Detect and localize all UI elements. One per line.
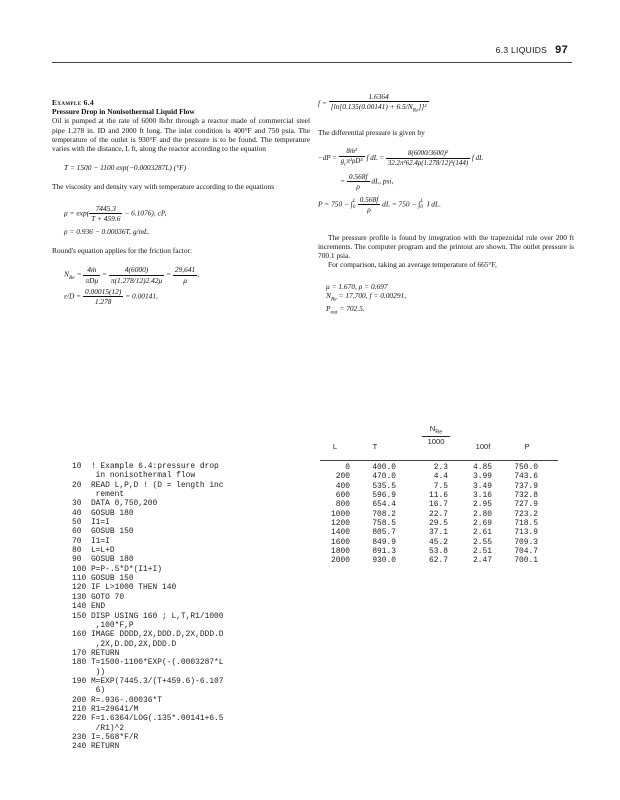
program-line: 110 GOSUB 150 — [72, 574, 134, 584]
table-cell: 4.85 — [473, 463, 492, 472]
program-line: 130 GOTO 70 — [72, 592, 125, 602]
program-line: 140 END — [72, 602, 106, 612]
running-header — [496, 44, 568, 56]
table-cell: 1800 — [331, 547, 350, 557]
example-title: Pressure Drop in Nonisothermal Liquid Flow — [52, 107, 195, 117]
dp-equation-2 — [340, 172, 574, 191]
program-line: 100 P=P-.5*D*(I1+I) — [72, 564, 162, 574]
nre-lhs-sub: Re — [68, 275, 75, 282]
table-cell: 4.4 — [433, 472, 448, 482]
friction-factor-equation — [318, 92, 574, 116]
nre-header-den: 1000 — [422, 436, 450, 446]
table-cell: 45.2 — [429, 537, 448, 547]
ed-den: 1.278 — [94, 297, 112, 307]
table-cell: 3.16 — [473, 491, 492, 501]
f-num: 1.6364 — [329, 92, 429, 102]
ed-num: 0.00015(12) — [85, 286, 122, 296]
p-lim-lo2: 0 — [420, 204, 423, 210]
table-cell: 400 — [335, 481, 350, 491]
table-cell: 1000 — [331, 509, 350, 519]
dp-lhs: −dP = — [318, 154, 339, 163]
dp-mid: f dL = — [364, 154, 386, 163]
table-cell: 62.7 — [429, 556, 448, 566]
p-tail: I dL. — [425, 199, 441, 209]
diff-pressure-intro: The differential pressure is given by — [318, 127, 425, 137]
dp2-den: ρ — [356, 182, 360, 192]
p-lim-up: L — [352, 198, 356, 204]
dp-frac1-den-tail: π²ρD⁵ — [346, 157, 363, 166]
program-line: in nonisothermal flow — [72, 471, 196, 481]
table-cell: 16.7 — [429, 500, 448, 510]
table-cell: 11.6 — [429, 491, 448, 501]
table-row — [320, 528, 538, 537]
table-row — [320, 472, 538, 481]
program-line: 150 DISP USING 160 ; L,T,R1/1000 — [72, 611, 224, 621]
table-cell: 718.5 — [514, 519, 538, 529]
table-cell: 2.51 — [473, 547, 492, 557]
col-header-f: 100f — [475, 442, 491, 451]
table-cell: 654.4 — [372, 500, 396, 510]
f-den — [329, 102, 429, 116]
dp-frac1-den-sub: c — [344, 162, 347, 168]
program-line: 120 IF L>1000 THEN 140 — [72, 583, 177, 593]
ed-rhs: = 0.00141, — [123, 291, 158, 301]
comparison-paragraph: For comparison, taking an average temperature of 665°F, — [328, 260, 497, 270]
program-line: 190 M=EXP(7445.3/(T+459.6)-6.107 — [72, 676, 224, 686]
table-cell: 53.8 — [429, 547, 448, 557]
program-line: 210 R1=29641/M — [72, 704, 139, 714]
program-line: 50 I1=I — [72, 518, 110, 528]
viscosity-intro: The viscosity and density vary with temperature according to the equations — [52, 182, 275, 192]
program-line: 80 L=L+D — [72, 546, 115, 556]
viscosity-equation — [64, 204, 310, 223]
nre-frac1-num: 4ṁ — [83, 265, 100, 275]
p-mid: dL = 750 − ∫ — [380, 199, 421, 209]
problem-statement: Oil is pumped at the rate of 6000 lb/hr through a reactor made of commercial steel pipe 1.278 in. ID and 2000 ft long. The inlet condition is 400°F and 750 psia. The temperature of the outlet is 930°F and the pressure is to be found. The temperature varies with the distance, L ft, along the reactor according to the equation — [52, 116, 310, 154]
nre-frac2-num: 4(6000) — [109, 265, 164, 275]
avg-line3-p: P — [326, 304, 331, 314]
example-label: Example 6.4 — [52, 98, 95, 107]
program-line: 6) — [72, 686, 106, 696]
table-row — [320, 491, 538, 500]
p-limits-2 — [420, 199, 423, 211]
table-cell: 2.3 — [433, 463, 448, 472]
table-cell: 2.47 — [473, 556, 492, 566]
program-line: 200 R=.936-.00036*T — [72, 695, 162, 705]
profile-paragraph: The pressure profile is found by integration with the trapezoidal rule over 200 ft increments. The computer program and the printout are shown. The outlet pressure is 700.1 psia. — [318, 232, 574, 261]
table-cell: 743.6 — [514, 472, 538, 482]
program-line: 240 RETURN — [72, 742, 120, 752]
program-line: 170 RETURN — [72, 648, 120, 658]
nre-frac1-den: πDμ — [85, 275, 99, 285]
table-cell: 3.99 — [473, 472, 492, 482]
avg-line3-tail: = 702.5. — [337, 304, 365, 314]
nre-frac1 — [83, 265, 100, 284]
table-cell: 7.5 — [433, 481, 448, 491]
f-den-main: [ln[0.135(0.00141) + 6.5/N — [330, 102, 413, 112]
output-table-header — [320, 424, 574, 460]
program-line: 220 F=1.6364/LOG(.135*.00141+6.5 — [72, 714, 224, 724]
program-line: 160 IMAGE DDDD,2X,DDD.D,2X,DDD.D — [72, 630, 224, 640]
table-cell: 1600 — [331, 537, 350, 547]
table-cell: 727.9 — [514, 500, 538, 510]
table-cell: 535.5 — [372, 481, 396, 491]
table-cell: 750.0 — [514, 463, 538, 472]
table-cell: 891.3 — [372, 547, 396, 557]
reynolds-equation: $N_{Re}$ = $\frac{\text{4ṁ}}{\text{πDμ}}$ = $\frac{4(6000)}{\pi(1.278/12)2.42\mu}$ = $\frac{29,641}{\mu}$ , — [64, 265, 200, 285]
program-line: ,2X,D.DD,2X,DDD.D — [72, 639, 177, 649]
table-cell: 930.0 — [372, 556, 396, 566]
avg-line2-sub: Re — [330, 296, 337, 303]
table-cell: 2.55 — [473, 537, 492, 547]
table-cell: 704.7 — [514, 547, 538, 557]
program-line: ,100*F,P — [72, 620, 134, 630]
table-row — [320, 463, 538, 472]
program-line: 20 READ L,P,D ! (D = length inc — [72, 480, 224, 490]
table-cell: 2.69 — [473, 519, 492, 529]
density-equation: ρ = 0.936 − 0.00036T, g/mL. — [64, 227, 150, 237]
dp-frac2-num: 8(6000/3600)² — [386, 149, 470, 159]
dp-frac1 — [339, 147, 365, 170]
nre-header-n: N — [429, 424, 436, 433]
ed-frac — [83, 287, 123, 306]
avg-line2-n: N — [326, 290, 331, 300]
program-line: 60 GOSUB 150 — [72, 527, 134, 537]
table-row — [320, 519, 538, 528]
nre-frac3-den: μ — [183, 275, 187, 285]
dp2-lhs: = — [340, 176, 347, 186]
p-lhs: P = 750 − ∫ — [318, 199, 353, 209]
table-cell: 3.49 — [473, 481, 492, 491]
basic-program-listing — [72, 462, 224, 752]
table-cell: 713.9 — [514, 528, 538, 538]
table-cell: 2.80 — [473, 509, 492, 519]
ed-lhs: ε/D = — [64, 291, 83, 301]
nre-frac3 — [173, 265, 200, 285]
table-cell: 2.95 — [473, 500, 492, 510]
table-cell: 1200 — [331, 519, 350, 529]
table-cell: 600 — [335, 491, 350, 501]
table-cell: 1400 — [331, 528, 350, 538]
table-cell: 0 — [345, 463, 350, 472]
f-frac — [329, 92, 429, 116]
dp2-frac — [347, 172, 370, 191]
program-line: 230 I=.568*F/R — [72, 732, 139, 742]
f-lhs: f = — [318, 98, 329, 108]
program-line: /R1)^2 — [72, 723, 125, 733]
table-cell: 737.9 — [514, 481, 538, 491]
f-den-tail: ]]² — [418, 102, 427, 112]
dp-frac1-den — [339, 157, 365, 170]
col-header-nre — [416, 424, 456, 446]
table-cell: 805.7 — [372, 528, 396, 538]
pressure-integral-equation — [318, 195, 574, 214]
nre-eq-sign: = — [74, 269, 84, 279]
output-table-rule — [320, 460, 558, 461]
table-cell: 596.9 — [372, 491, 396, 501]
avg-line2-tail: = 17,700, f = 0.00291, — [336, 290, 407, 300]
dp2-tail: dL, psi, — [369, 176, 394, 186]
nre-frac2-den: π(1.278/12)2.42μ — [110, 275, 163, 285]
page-number: 97 — [555, 44, 568, 56]
table-cell: 849.9 — [372, 537, 396, 547]
program-line: 40 GOSUB 180 — [72, 508, 134, 518]
avg-line1: μ = 1.670, ρ = 0.697 — [326, 281, 388, 291]
nre-header-sub: Re — [435, 429, 443, 436]
f-den-sub: Re — [412, 107, 419, 114]
dp-frac2-den: 32.2π²62.4ρ(1.278/12)⁵(144) — [387, 158, 469, 167]
table-cell: 709.3 — [514, 537, 538, 547]
table-cell: 200 — [335, 472, 350, 482]
table-row — [320, 482, 538, 491]
table-row — [320, 538, 538, 547]
table-cell: 708.2 — [372, 509, 396, 519]
nre-header-num — [416, 424, 456, 436]
table-cell: 37.1 — [429, 528, 448, 538]
table-row — [320, 510, 538, 519]
col-header-l: L — [332, 442, 338, 451]
table-row — [320, 556, 538, 565]
dp2-num: 0.568f — [348, 171, 368, 181]
avg-line3 — [326, 304, 574, 318]
nre-frac2 — [109, 265, 164, 284]
dp-tail: f dL — [470, 154, 484, 163]
nre-frac3-num: 29,641 — [174, 265, 196, 275]
table-cell: 732.8 — [514, 491, 538, 501]
output-table — [320, 463, 538, 566]
roughness-equation — [64, 287, 310, 306]
dp-frac1-num: 8ṁ² — [339, 147, 365, 157]
mu-eq-fraction — [89, 204, 122, 223]
nre-tail: , — [197, 269, 200, 279]
header-rule — [52, 62, 572, 63]
dp-equation — [318, 147, 574, 170]
col-header-t: T — [372, 442, 378, 451]
dp-frac2 — [386, 149, 470, 168]
p-frac — [358, 195, 381, 214]
mu-eq-lhs: μ = exp( — [64, 208, 90, 218]
mu-eq-rhs: − 6.1076), cP, — [122, 208, 167, 218]
nre-lhs: N — [64, 269, 69, 279]
p-den: ρ — [367, 205, 371, 215]
nre-eq-sign2: = — [164, 269, 173, 279]
mu-eq-den: T + 459.6 — [91, 213, 121, 223]
temperature-equation: T = 1500 − 1100 exp(−0.0003287L) (°F) — [64, 163, 187, 173]
program-line: rement — [72, 490, 125, 500]
table-cell: 800 — [335, 500, 350, 510]
program-line: 90 GOSUB 180 — [72, 555, 134, 565]
table-cell: 700.1 — [514, 556, 538, 566]
table-cell: 29.5 — [429, 519, 448, 529]
p-lim-lo: 0 — [352, 204, 356, 210]
table-cell: 470.0 — [372, 472, 396, 482]
col-header-p: P — [524, 442, 530, 451]
program-line: 180 T=1500-1100*EXP(-(.0003287*L — [72, 658, 224, 668]
program-line: 10 ! Example 6.4:pressure drop — [72, 462, 219, 471]
table-cell: 22.7 — [429, 509, 448, 519]
table-cell: 400.0 — [372, 463, 396, 472]
round-intro: Round's equation applies for the friction factor: — [52, 246, 193, 256]
p-num: 0.568f — [359, 195, 379, 205]
avg-line2 — [326, 291, 574, 305]
output-table-block — [320, 424, 574, 566]
program-line: )) — [72, 667, 106, 677]
average-results — [326, 282, 574, 319]
avg-line3-sub: out — [330, 309, 338, 316]
table-cell: 2.61 — [473, 528, 492, 538]
table-cell: 758.5 — [372, 519, 396, 529]
example-block — [52, 98, 310, 306]
table-row — [320, 500, 538, 509]
table-cell: 723.2 — [514, 509, 538, 519]
mu-eq-num: 7445.3 — [89, 204, 122, 214]
table-row — [320, 547, 538, 556]
p-limits — [353, 199, 356, 211]
table-cell: 2000 — [331, 556, 350, 566]
dp-frac1-den-g: g — [340, 157, 345, 166]
p-lim-up2: L — [420, 198, 424, 204]
right-column — [318, 92, 574, 318]
program-line: 30 DATA 0,750,200 — [72, 499, 158, 509]
program-line: 70 I1=I — [72, 536, 110, 546]
section-title: 6.3 LIQUIDS — [495, 45, 548, 55]
